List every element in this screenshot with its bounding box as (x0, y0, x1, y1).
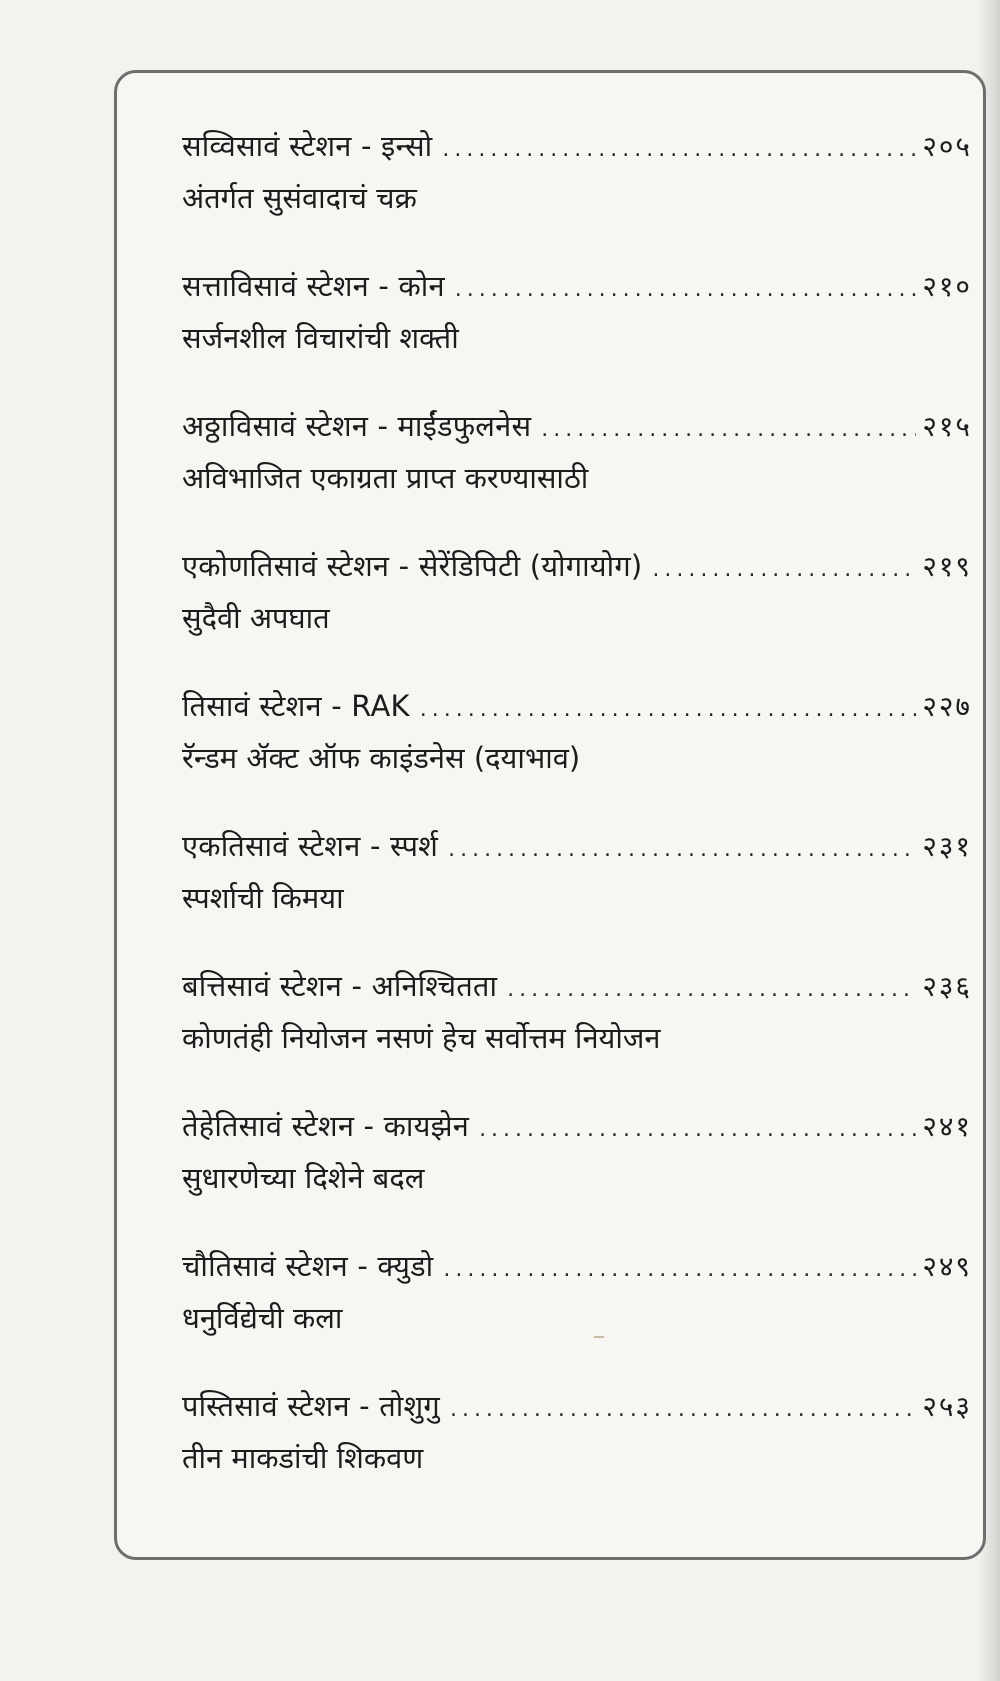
toc-entry (182, 262, 972, 402)
toc-entry-subtitle: अविभाजित एकाग्रता प्राप्त करण्यासाठी (182, 461, 589, 495)
dot-leader (450, 1386, 916, 1434)
toc-entry-line (182, 402, 972, 450)
dot-leader (652, 546, 916, 594)
toc-entry-title: एकतिसावं स्टेशन - स्पर्श (182, 829, 439, 863)
toc-entry-page-number: २३१ (922, 830, 972, 863)
toc-entry (182, 682, 972, 822)
toc-entry-page-number: २५३ (922, 1390, 972, 1423)
toc-entry-title: बत्तिसावं स्टेशन - अनिश्चितता (182, 969, 498, 1003)
toc-entry-page-number: २१५ (922, 410, 972, 443)
toc-entry (182, 822, 972, 962)
toc-entry (182, 1242, 972, 1382)
toc-entry-subtitle: तीन माकडांची शिकवण (182, 1441, 424, 1475)
toc-entry-page-number: २०५ (922, 130, 972, 163)
toc-entry-title: चौतिसावं स्टेशन - क्युडो (182, 1249, 434, 1283)
dot-leader (507, 966, 916, 1014)
toc-entry-line (182, 542, 972, 590)
print-smudge (594, 1336, 604, 1338)
dot-leader (455, 266, 917, 314)
toc-entry-line (182, 1102, 972, 1150)
table-of-contents (182, 122, 972, 1522)
toc-entry-title: एकोणतिसावं स्टेशन - सेरेंडिपिटी (योगायोग) (182, 549, 643, 583)
toc-entry-page-number: २३६ (922, 970, 972, 1003)
toc-entry-line (182, 1242, 972, 1290)
toc-entry-line (182, 122, 972, 170)
toc-entry-title: सव्विसावं स्टेशन - इन्सो (182, 129, 433, 163)
toc-entry-title: अठ्ठाविसावं स्टेशन - माईंडफुलनेस (182, 409, 532, 443)
toc-entry-page-number: २४९ (922, 1250, 972, 1283)
toc-entry-line (182, 1382, 972, 1430)
toc-entry (182, 122, 972, 262)
toc-entry-subtitle: सुदैवी अपघात (182, 601, 330, 635)
toc-entry-subtitle: कोणतंही नियोजन नसणं हेच सर्वोत्तम नियोजन (182, 1021, 661, 1055)
toc-entry (182, 962, 972, 1102)
toc-entry-line (182, 962, 972, 1010)
toc-entry (182, 542, 972, 682)
toc-entry-title: तिसावं स्टेशन - RAK (182, 689, 410, 723)
toc-entry-line (182, 682, 972, 730)
toc-entry-title: तेहेतिसावं स्टेशन - कायझेन (182, 1109, 470, 1143)
toc-entry-subtitle: धनुर्विद्येची कला (182, 1301, 343, 1335)
dot-leader (420, 686, 917, 734)
toc-entry-subtitle: स्पर्शाची किमया (182, 881, 344, 915)
toc-entry-line (182, 262, 972, 310)
toc-entry-page-number: २४१ (922, 1110, 972, 1143)
toc-entry-subtitle: अंतर्गत सुसंवादाचं चक्र (182, 181, 417, 215)
dot-leader (541, 406, 916, 454)
toc-entry-page-number: २१० (922, 270, 972, 303)
toc-entry (182, 1102, 972, 1242)
toc-entry-page-number: २२७ (922, 690, 972, 723)
toc-entry (182, 1382, 972, 1522)
toc-entry-subtitle: रॅन्डम ॲक्ट ऑफ काइंडनेस (दयाभाव) (182, 741, 581, 775)
dot-leader (443, 1246, 916, 1294)
dot-leader (479, 1106, 916, 1154)
dot-leader (448, 826, 916, 874)
toc-entry-line (182, 822, 972, 870)
toc-entry (182, 402, 972, 542)
toc-entry-title: सत्ताविसावं स्टेशन - कोन (182, 269, 445, 303)
toc-entry-page-number: २१९ (922, 550, 972, 583)
toc-entry-subtitle: सर्जनशील विचारांची शक्ती (182, 321, 459, 355)
dot-leader (442, 126, 916, 174)
toc-entry-subtitle: सुधारणेच्या दिशेने बदल (182, 1161, 425, 1195)
toc-entry-title: पस्तिसावं स्टेशन - तोशुगु (182, 1389, 440, 1423)
